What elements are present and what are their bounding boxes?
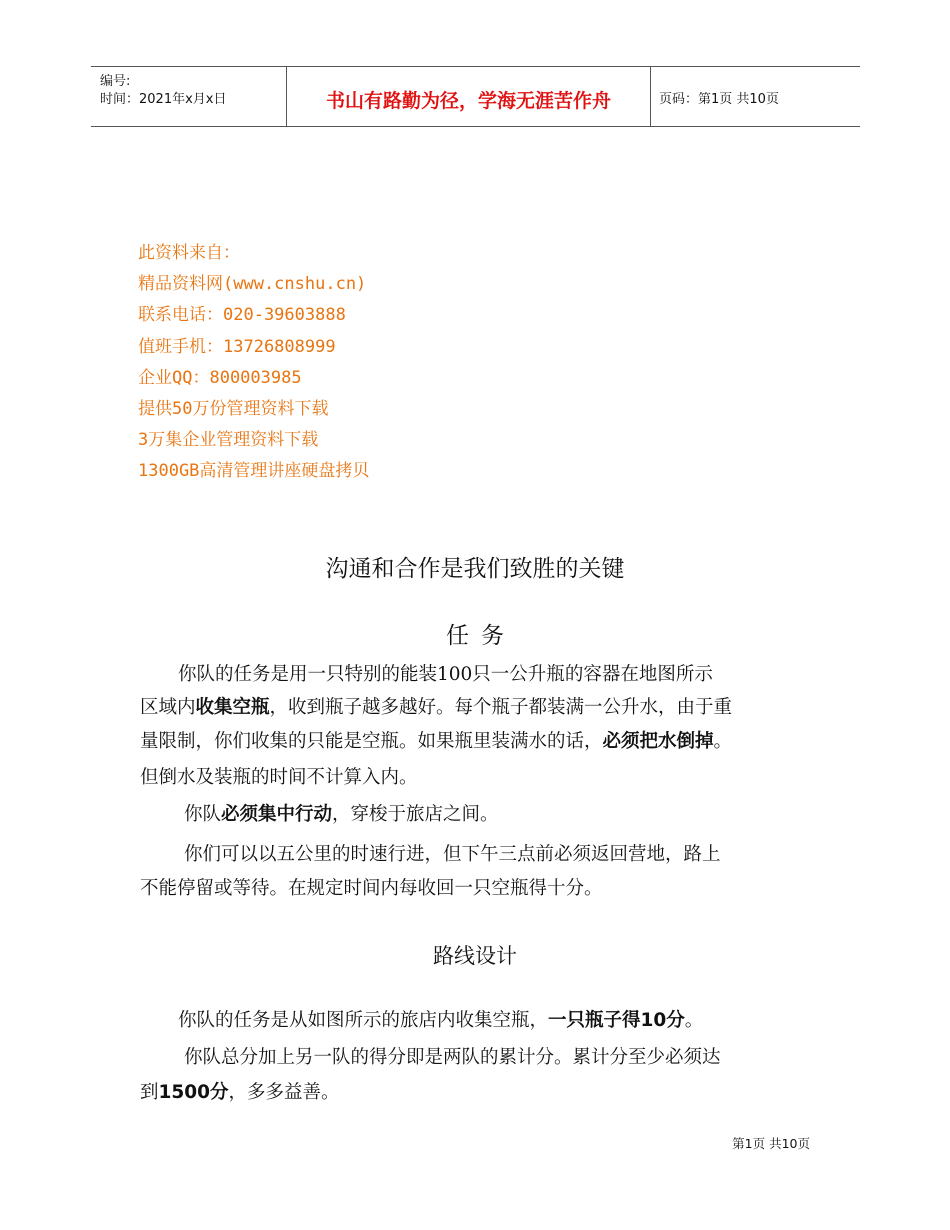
text-run: 量限制，你们收集的只能是空瓶。如果瓶里装满水的话， xyxy=(140,731,603,752)
paragraph-line: 不能停留或等待。在规定时间内每收回一只空瓶得十分。 xyxy=(140,878,603,899)
number-label: 编号: xyxy=(100,74,131,89)
section-heading-route: 路线设计 xyxy=(433,944,517,968)
info-line: 此资料来自： xyxy=(138,243,240,263)
emphasis-text: 1500分 xyxy=(158,1082,229,1103)
emphasis-text: 必须集中行动 xyxy=(221,804,333,825)
section-heading-task: 任务 xyxy=(446,623,516,649)
paragraph-line: 但倒水及装瓶的时间不计算入内。 xyxy=(140,767,418,788)
header-center-cell xyxy=(286,67,651,126)
page-header xyxy=(91,66,860,127)
emphasis-text: 收集空瓶 xyxy=(195,697,270,718)
paragraph-line xyxy=(184,800,499,826)
info-line-phone: 联系电话：020-39603888 xyxy=(138,305,346,326)
text-run: ，收到瓶子越多越好。每个瓶子都装满一公升水，由于重 xyxy=(269,697,733,718)
info-line-mobile: 值班手机：13726808999 xyxy=(138,336,336,357)
info-line: 1300GB高清管理讲座硬盘拷贝 xyxy=(138,461,370,482)
text-run: ，多多益善。 xyxy=(228,1082,340,1103)
text-run: 到 xyxy=(140,1082,159,1103)
paragraph-line xyxy=(140,727,732,753)
time-label: 时间：2021年x月x日 xyxy=(100,92,227,107)
emphasis-text: 必须把水倒掉 xyxy=(602,731,714,752)
paragraph-line: 你队总分加上另一队的得分即是两队的累计分。累计分至少必须达 xyxy=(184,1047,721,1068)
text-run: 。 xyxy=(713,731,733,752)
paragraph-line xyxy=(178,1006,703,1032)
text-run: ，穿梭于旅店之间。 xyxy=(332,804,499,825)
text-run: 你队 xyxy=(184,804,222,825)
text-run: 你队的任务是从如图所示的旅店内收集空瓶， xyxy=(178,1010,549,1031)
paragraph-line xyxy=(140,693,732,719)
motto: 书山有路勤为径，学海无涯苦作舟 xyxy=(325,90,611,112)
info-line: 3万集企业管理资料下载 xyxy=(138,430,319,451)
header-left-cell xyxy=(91,67,286,126)
header-right-cell xyxy=(650,67,860,126)
emphasis-text: 一只瓶子得10分 xyxy=(548,1010,685,1031)
paragraph-line xyxy=(140,1078,340,1104)
source-info-block xyxy=(138,238,369,488)
document-title: 沟通和合作是我们致胜的关键 xyxy=(325,556,625,582)
info-line-qq: 企业QQ：800003985 xyxy=(138,367,302,388)
page-number-label: 页码：第1页 共10页 xyxy=(659,92,779,107)
paragraph-line: 你队的任务是用一只特别的能装100只一公升瓶的容器在地图所示 xyxy=(178,664,713,685)
text-run: 。 xyxy=(684,1010,704,1031)
page-footer: 第1页 共10页 xyxy=(732,1136,810,1151)
info-line: 提供50万份管理资料下载 xyxy=(138,398,329,419)
info-line-website: 精品资料网(www.cnshu.cn) xyxy=(138,274,367,295)
paragraph-line: 你们可以以五公里的时速行进，但下午三点前必须返回营地，路上 xyxy=(184,844,721,865)
text-run: 区域内 xyxy=(140,697,196,718)
